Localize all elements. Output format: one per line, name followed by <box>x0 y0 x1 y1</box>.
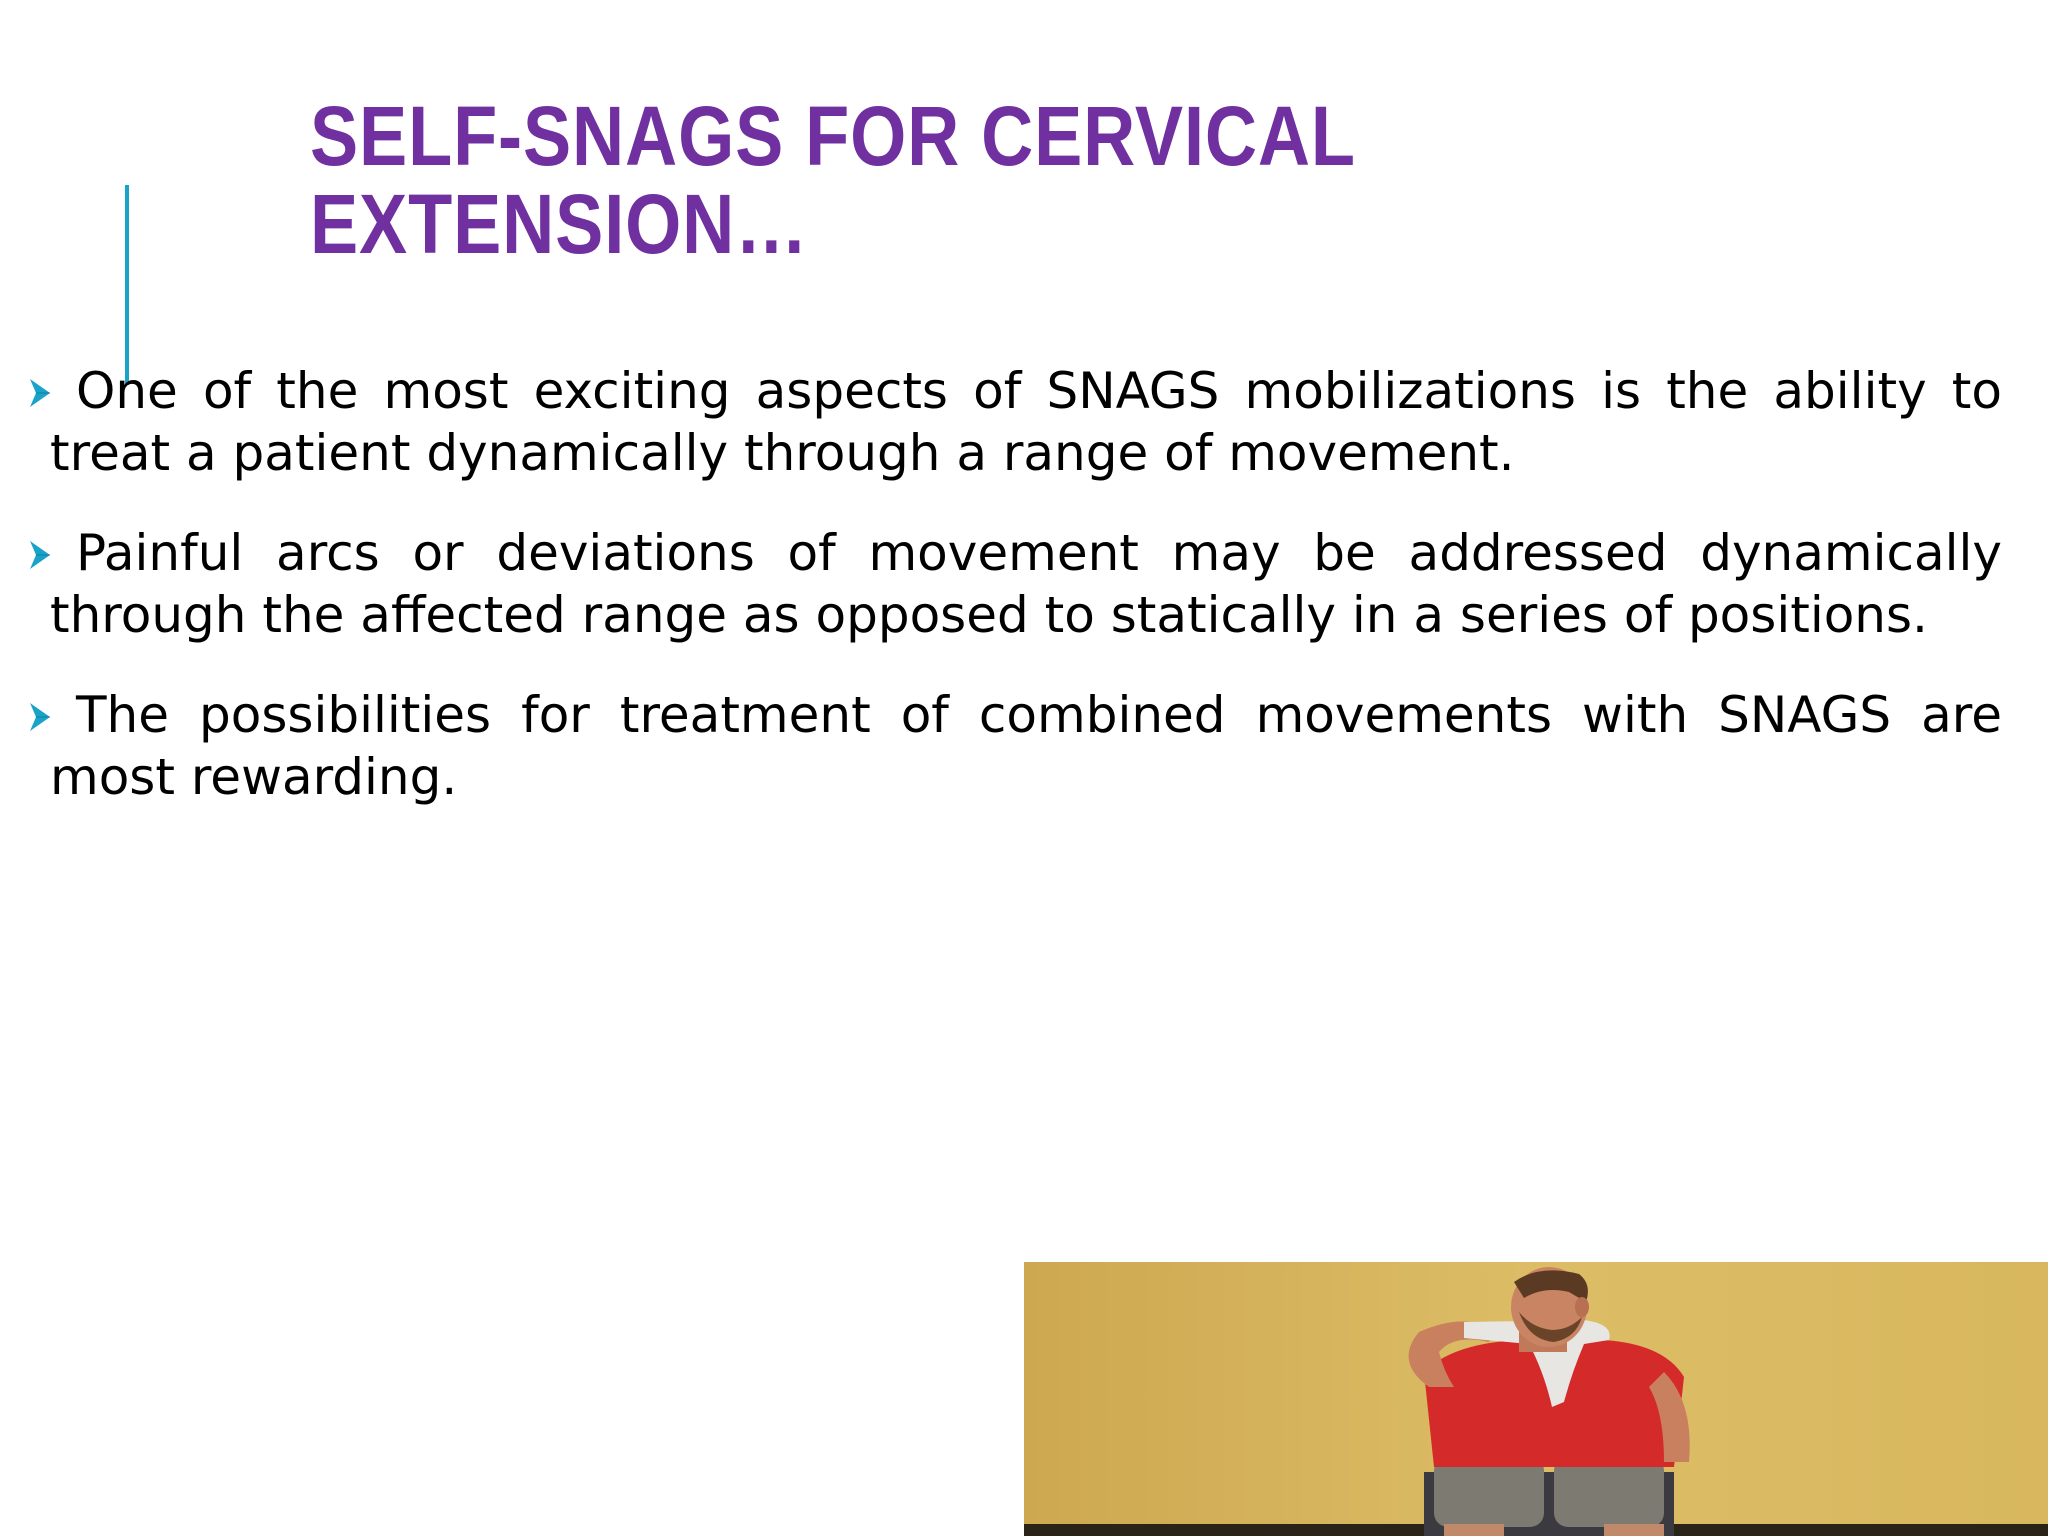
slide-title <box>310 89 1600 271</box>
title-line-2: EXTENSION… <box>310 177 809 271</box>
bullet-list <box>28 360 2002 846</box>
bullet-text: One of the most exciting aspects of SNAGS mobilizations is the ability to treat a patient dynamically through a range of movement. <box>50 362 2002 482</box>
arrow-bullet-icon <box>28 377 72 409</box>
title-line-1: SELF-SNAGS FOR CERVICAL <box>310 89 1356 183</box>
accent-line <box>125 185 129 385</box>
arrow-bullet-icon <box>28 701 72 733</box>
bullet-text: The possibilities for treatment of combined movements with SNAGS are most rewarding. <box>50 686 2002 806</box>
arrow-bullet-icon <box>28 539 72 571</box>
bullet-text: Painful arcs or deviations of movement may be addressed dynamically through the affected range as opposed to statically in a series of positions. <box>50 524 2002 644</box>
bullet-item <box>28 684 2002 808</box>
exercise-photo-illustration <box>1024 1262 2048 1536</box>
bullet-item <box>28 360 2002 484</box>
bullet-item <box>28 522 2002 646</box>
exercise-photo <box>1024 1262 2048 1536</box>
